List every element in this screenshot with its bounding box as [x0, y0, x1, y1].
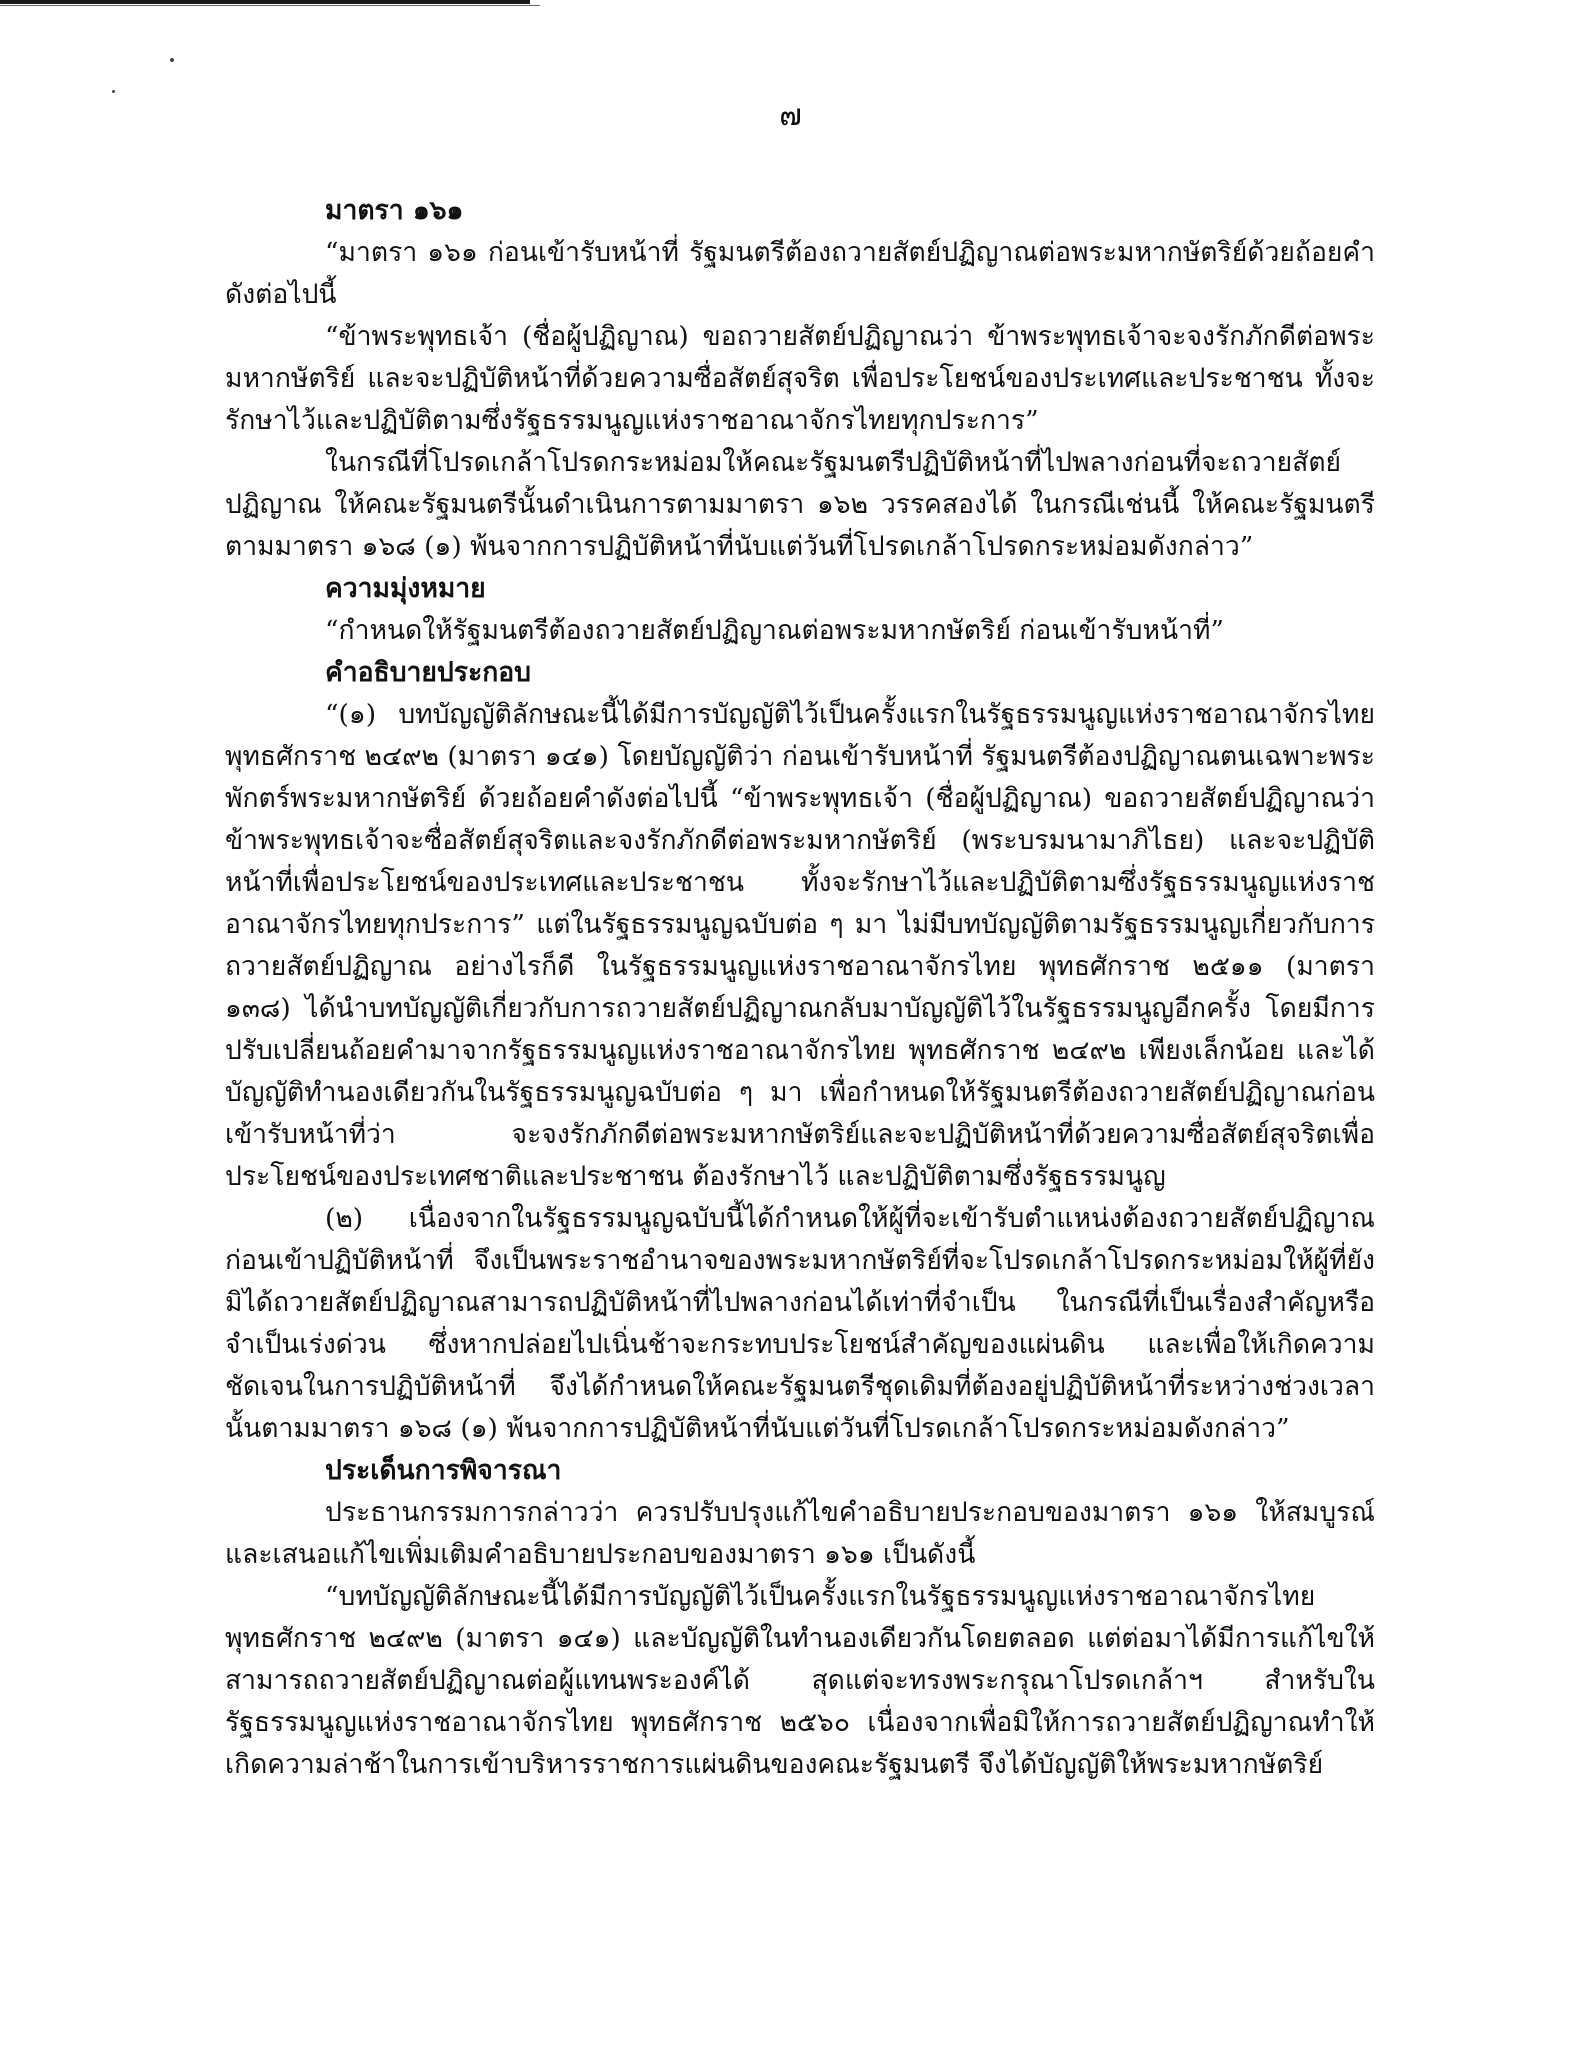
- considerations-paragraph: ประธานกรรมการกล่าวว่า ควรปรับปรุงแก้ไขคำอธิบายประกอบของมาตรา ๑๖๑ ให้สมบูรณ์ และเสนอแก้ไขเพิ่มเติมคำอธิบายประกอบของมาตรา ๑๖๑ เป็นดังนี้: [225, 1497, 1375, 1570]
- scan-speck: [170, 58, 174, 62]
- article-text-paragraph: “มาตรา ๑๖๑ ก่อนเข้ารับหน้าที่ รัฐมนตรีต้องถวายสัตย์ปฏิญาณต่อพระมหากษัตริย์ด้วยถ้อยคำดังต่อไปนี้: [225, 237, 1375, 310]
- document-body: [225, 190, 1375, 1786]
- article-text-paragraph: ในกรณีที่โปรดเกล้าโปรดกระหม่อมให้คณะรัฐมนตรีปฏิบัติหน้าที่ไปพลางก่อนที่จะถวายสัตย์ปฏิญาณ ให้คณะรัฐมนตรีนั้นดำเนินการตามมาตรา ๑๖๒ วรรคสองได้ ในกรณีเช่นนี้ ให้คณะรัฐมนตรีตามมาตรา ๑๖๘ (๑) พ้นจากการปฏิบัติหน้าที่นับแต่วันที่โปรดเกล้าโปรดกระหม่อมดังกล่าว”: [225, 447, 1375, 562]
- section-heading-article-161: มาตรา ๑๖๑: [325, 195, 464, 226]
- section-heading-considerations: ประเด็นการพิจารณา: [325, 1455, 562, 1486]
- scan-edge-mark: [0, 0, 530, 4]
- proposed-explanation-paragraph: “บทบัญญัติลักษณะนี้ได้มีการบัญญัติไว้เป็นครั้งแรกในรัฐธรรมนูญแห่งราชอาณาจักรไทย พุทธศักราช ๒๔๙๒ (มาตรา ๑๔๑) และบัญญัติในทำนองเดียวกันโดยตลอด แต่ต่อมาได้มีการแก้ไขให้สามารถถวายสัตย์ปฏิญาณต่อผู้แทนพระองค์ได้ สุดแต่จะทรงพระกรุณาโปรดเกล้าฯ สำหรับในรัฐธรรมนูญแห่งราชอาณาจักรไทย พุทธศักราช ๒๕๖๐ เนื่องจากเพื่อมิให้การถวายสัตย์ปฏิญาณทำให้เกิดความล่าช้าในการเข้าบริหารราชการแผ่นดินของคณะรัฐมนตรี จึงได้บัญญัติให้พระมหากษัตริย์: [225, 1581, 1375, 1780]
- scan-edge-mark-thin: [0, 5, 540, 6]
- scan-speck: [112, 90, 115, 93]
- explanation-paragraph-2: (๒) เนื่องจากในรัฐธรรมนูญฉบับนี้ได้กำหนดให้ผู้ที่จะเข้ารับตำแหน่งต้องถวายสัตย์ปฏิญาณก่อนเข้าปฏิบัติหน้าที่ จึงเป็นพระราชอำนาจของพระมหากษัตริย์ที่จะโปรดเกล้าโปรดกระหม่อมให้ผู้ที่ยังมิได้ถวายสัตย์ปฏิญาณสามารถปฏิบัติหน้าที่ไปพลางก่อนได้เท่าที่จำเป็น ในกรณีที่เป็นเรื่องสำคัญหรือจำเป็นเร่งด่วน ซึ่งหากปล่อยไปเนิ่นช้าจะกระทบประโยชน์สำคัญของแผ่นดิน และเพื่อให้เกิดความชัดเจนในการปฏิบัติหน้าที่ จึงได้กำหนดให้คณะรัฐมนตรีชุดเดิมที่ต้องอยู่ปฏิบัติหน้าที่ระหว่างช่วงเวลานั้นตามมาตรา ๑๖๘ (๑) พ้นจากการปฏิบัติหน้าที่นับแต่วันที่โปรดเกล้าโปรดกระหม่อมดังกล่าว”: [225, 1203, 1375, 1444]
- page-number: ๗: [779, 98, 802, 133]
- explanation-paragraph-1: “(๑) บทบัญญัติลักษณะนี้ได้มีการบัญญัติไว้เป็นครั้งแรกในรัฐธรรมนูญแห่งราชอาณาจักรไทย พุทธศักราช ๒๔๙๒ (มาตรา ๑๔๑) โดยบัญญัติว่า ก่อนเข้ารับหน้าที่ รัฐมนตรีต้องปฏิญาณตนเฉพาะพระพักตร์พระมหากษัตริย์ ด้วยถ้อยคำดังต่อไปนี้ “ข้าพระพุทธเจ้า (ชื่อผู้ปฏิญาณ) ขอถวายสัตย์ปฏิญาณว่า ข้าพระพุทธเจ้าจะซื่อสัตย์สุจริตและจงรักภักดีต่อพระมหากษัตริย์ (พระบรมนามาภิไธย) และจะปฏิบัติหน้าที่เพื่อประโยชน์ของประเทศและประชาชน ทั้งจะรักษาไว้และปฏิบัติตามซึ่งรัฐธรรมนูญแห่งราชอาณาจักรไทยทุกประการ” แต่ในรัฐธรรมนูญฉบับต่อ ๆ มา ไม่มีบทบัญญัติตามรัฐธรรมนูญเกี่ยวกับการถวายสัตย์ปฏิญาณ อย่างไรก็ดี ในรัฐธรรมนูญแห่งราชอาณาจักรไทย พุทธศักราช ๒๕๑๑ (มาตรา ๑๓๘) ได้นำบทบัญญัติเกี่ยวกับการถวายสัตย์ปฏิญาณกลับมาบัญญัติไว้ในรัฐธรรมนูญอีกครั้ง โดยมีการปรับเปลี่ยนถ้อยคำมาจากรัฐธรรมนูญแห่งราชอาณาจักรไทย พุทธศักราช ๒๔๙๒ เพียงเล็กน้อย และได้บัญญัติทำนองเดียวกันในรัฐธรรมนูญฉบับต่อ ๆ มา เพื่อกำหนดให้รัฐมนตรีต้องถวายสัตย์ปฏิญาณก่อนเข้ารับหน้าที่ว่า จะจงรักภักดีต่อพระมหากษัตริย์และจะปฏิบัติหน้าที่ด้วยความซื่อสัตย์สุจริตเพื่อประโยชน์ของประเทศชาติและประชาชน ต้องรักษาไว้ และปฏิบัติตามซึ่งรัฐธรรมนูญ: [225, 699, 1375, 1192]
- oath-text-paragraph: “ข้าพระพุทธเจ้า (ชื่อผู้ปฏิญาณ) ขอถวายสัตย์ปฏิญาณว่า ข้าพระพุทธเจ้าจะจงรักภักดีต่อพระมหากษัตริย์ และจะปฏิบัติหน้าที่ด้วยความซื่อสัตย์สุจริต เพื่อประโยชน์ของประเทศและประชาชน ทั้งจะรักษาไว้และปฏิบัติตามซึ่งรัฐธรรมนูญแห่งราชอาณาจักรไทยทุกประการ”: [225, 321, 1375, 436]
- section-heading-explanation: คำอธิบายประกอบ: [325, 657, 531, 688]
- section-heading-purpose: ความมุ่งหมาย: [325, 573, 486, 604]
- purpose-paragraph: “กำหนดให้รัฐมนตรีต้องถวายสัตย์ปฏิญาณต่อพระมหากษัตริย์ ก่อนเข้ารับหน้าที่”: [325, 615, 1224, 646]
